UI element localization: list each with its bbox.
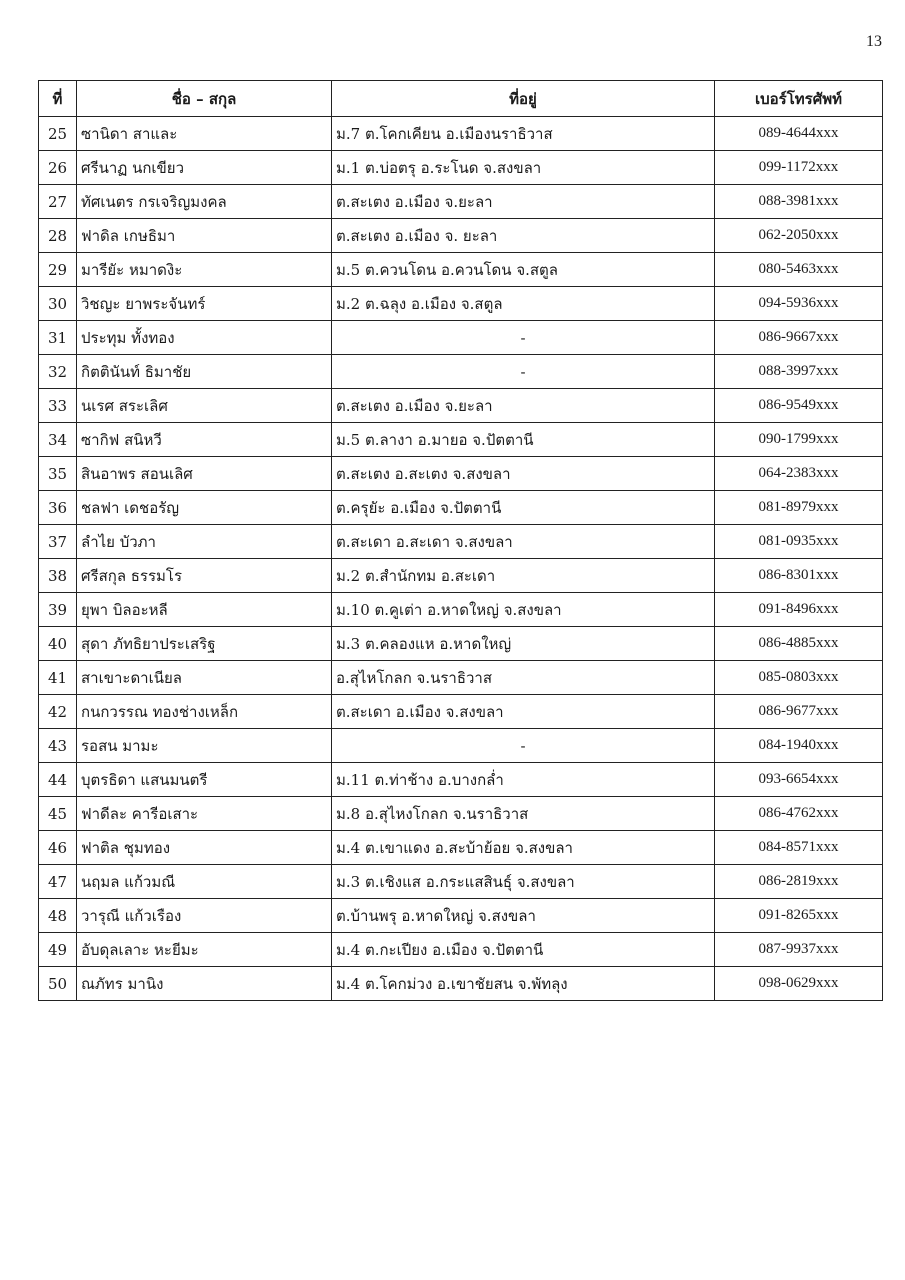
- cell-name: ประทุม ทั้งทอง: [77, 321, 332, 355]
- table-row: [39, 253, 883, 287]
- cell-name: ฟาติล ชุมทอง: [77, 831, 332, 865]
- cell-address: ม.2 ต.สำนักทม อ.สะเดา: [332, 559, 715, 593]
- cell-phone: 088-3997xxx: [715, 355, 883, 389]
- cell-no: 30: [39, 287, 77, 321]
- cell-name: รอสน มามะ: [77, 729, 332, 763]
- cell-name: สินอาพร สอนเลิศ: [77, 457, 332, 491]
- cell-name: ฟาดีละ คารีอเสาะ: [77, 797, 332, 831]
- cell-phone: 084-1940xxx: [715, 729, 883, 763]
- cell-phone: 093-6654xxx: [715, 763, 883, 797]
- cell-address: -: [332, 355, 715, 389]
- cell-address: ต.สะเดา อ.สะเดา จ.สงขลา: [332, 525, 715, 559]
- table-row: [39, 355, 883, 389]
- cell-phone: 087-9937xxx: [715, 933, 883, 967]
- cell-address: ม.1 ต.บ่อตรุ อ.ระโนด จ.สงขลา: [332, 151, 715, 185]
- cell-name: อับดุลเลาะ หะยีมะ: [77, 933, 332, 967]
- table-header-row: [39, 81, 883, 117]
- cell-no: 41: [39, 661, 77, 695]
- cell-phone: 081-8979xxx: [715, 491, 883, 525]
- table-row: [39, 967, 883, 1001]
- table-row: [39, 661, 883, 695]
- cell-name: ทัศเนตร กรเจริญมงคล: [77, 185, 332, 219]
- table-row: [39, 831, 883, 865]
- cell-phone: 086-4762xxx: [715, 797, 883, 831]
- cell-name: ฟาดิล เกษธิมา: [77, 219, 332, 253]
- cell-phone: 088-3981xxx: [715, 185, 883, 219]
- cell-no: 34: [39, 423, 77, 457]
- cell-no: 35: [39, 457, 77, 491]
- cell-no: 37: [39, 525, 77, 559]
- cell-phone: 081-0935xxx: [715, 525, 883, 559]
- header-phone: เบอร์โทรศัพท์: [715, 81, 883, 117]
- cell-phone: 086-4885xxx: [715, 627, 883, 661]
- cell-phone: 084-8571xxx: [715, 831, 883, 865]
- cell-no: 45: [39, 797, 77, 831]
- cell-address: ต.ครุยัะ อ.เมือง จ.ปัตตานี: [332, 491, 715, 525]
- table-row: [39, 389, 883, 423]
- cell-phone: 064-2383xxx: [715, 457, 883, 491]
- cell-name: นฤมล แก้วมณี: [77, 865, 332, 899]
- cell-phone: 086-9677xxx: [715, 695, 883, 729]
- table-row: [39, 525, 883, 559]
- cell-name: ศรีสกุล ธรรมโร: [77, 559, 332, 593]
- table-row: [39, 695, 883, 729]
- cell-phone: 091-8265xxx: [715, 899, 883, 933]
- cell-address: ม.8 อ.สุไหงโกลก จ.นราธิวาส: [332, 797, 715, 831]
- cell-address: ม.2 ต.ฉลุง อ.เมือง จ.สตูล: [332, 287, 715, 321]
- cell-no: 39: [39, 593, 77, 627]
- cell-name: ณภัทร มานิง: [77, 967, 332, 1001]
- header-name: ชื่อ – สกุล: [77, 81, 332, 117]
- table-body: [39, 117, 883, 1001]
- cell-phone: 086-9667xxx: [715, 321, 883, 355]
- cell-address: -: [332, 729, 715, 763]
- cell-address: ม.4 ต.เขาแดง อ.สะบ้าย้อย จ.สงขลา: [332, 831, 715, 865]
- cell-no: 28: [39, 219, 77, 253]
- cell-address: ม.7 ต.โคกเคียน อ.เมืองนราธิวาส: [332, 117, 715, 151]
- cell-phone: 099-1172xxx: [715, 151, 883, 185]
- table-row: [39, 457, 883, 491]
- cell-no: 25: [39, 117, 77, 151]
- table-row: [39, 865, 883, 899]
- cell-address: ม.4 ต.โคกม่วง อ.เขาชัยสน จ.พัทลุง: [332, 967, 715, 1001]
- table-row: [39, 491, 883, 525]
- cell-address: ม.10 ต.คูเต่า อ.หาดใหญ่ จ.สงขลา: [332, 593, 715, 627]
- contact-table: [38, 80, 883, 1001]
- cell-phone: 086-2819xxx: [715, 865, 883, 899]
- cell-no: 50: [39, 967, 77, 1001]
- cell-no: 46: [39, 831, 77, 865]
- cell-address: ต.สะเตง อ.เมือง จ.ยะลา: [332, 389, 715, 423]
- table-row: [39, 151, 883, 185]
- cell-phone: 098-0629xxx: [715, 967, 883, 1001]
- table-row: [39, 321, 883, 355]
- table-row: [39, 593, 883, 627]
- cell-name: บุตรธิดา แสนมนตรี: [77, 763, 332, 797]
- cell-no: 33: [39, 389, 77, 423]
- cell-no: 36: [39, 491, 77, 525]
- cell-no: 49: [39, 933, 77, 967]
- table-row: [39, 933, 883, 967]
- table-row: [39, 185, 883, 219]
- cell-address: ม.5 ต.ควนโดน อ.ควนโดน จ.สตูล: [332, 253, 715, 287]
- cell-phone: 086-9549xxx: [715, 389, 883, 423]
- cell-name: กิตตินันท์ ธิมาชัย: [77, 355, 332, 389]
- cell-no: 31: [39, 321, 77, 355]
- cell-name: ลำไย บัวภา: [77, 525, 332, 559]
- cell-no: 48: [39, 899, 77, 933]
- cell-address: ม.3 ต.คลองแห อ.หาดใหญ่: [332, 627, 715, 661]
- cell-name: นเรศ สระเลิศ: [77, 389, 332, 423]
- cell-address: ต.สะเดา อ.เมือง จ.สงขลา: [332, 695, 715, 729]
- cell-phone: 090-1799xxx: [715, 423, 883, 457]
- cell-address: ม.3 ต.เชิงแส อ.กระแสสินธุ์ จ.สงขลา: [332, 865, 715, 899]
- cell-no: 42: [39, 695, 77, 729]
- cell-address: ม.4 ต.กะเปียง อ.เมือง จ.ปัตตานี: [332, 933, 715, 967]
- cell-address: -: [332, 321, 715, 355]
- header-no: ที่: [39, 81, 77, 117]
- cell-no: 29: [39, 253, 77, 287]
- cell-no: 44: [39, 763, 77, 797]
- table-row: [39, 729, 883, 763]
- table-row: [39, 117, 883, 151]
- cell-name: ยุพา บิลอะหลี: [77, 593, 332, 627]
- table-row: [39, 627, 883, 661]
- table-row: [39, 899, 883, 933]
- page-number: 13: [866, 33, 882, 50]
- table-row: [39, 219, 883, 253]
- cell-no: 32: [39, 355, 77, 389]
- cell-no: 47: [39, 865, 77, 899]
- header-address: ที่อยู่: [332, 81, 715, 117]
- cell-phone: 086-8301xxx: [715, 559, 883, 593]
- cell-name: สุดา ภัทธิยาประเสริฐ: [77, 627, 332, 661]
- cell-name: ซานิดา สาและ: [77, 117, 332, 151]
- cell-name: มารียัะ หมาดงิะ: [77, 253, 332, 287]
- cell-name: กนกวรรณ ทองช่างเหล็ก: [77, 695, 332, 729]
- cell-address: ต.สะเตง อ.สะเตง จ.สงขลา: [332, 457, 715, 491]
- table-row: [39, 763, 883, 797]
- cell-address: ต.สะเตง อ.เมือง จ.ยะลา: [332, 185, 715, 219]
- cell-phone: 080-5463xxx: [715, 253, 883, 287]
- table-row: [39, 423, 883, 457]
- cell-no: 40: [39, 627, 77, 661]
- cell-name: ศรีนาฏ นกเขียว: [77, 151, 332, 185]
- cell-phone: 062-2050xxx: [715, 219, 883, 253]
- cell-phone: 094-5936xxx: [715, 287, 883, 321]
- cell-phone: 089-4644xxx: [715, 117, 883, 151]
- cell-address: ต.บ้านพรุ อ.หาดใหญ่ จ.สงขลา: [332, 899, 715, 933]
- cell-phone: 085-0803xxx: [715, 661, 883, 695]
- cell-address: ม.11 ต.ท่าช้าง อ.บางกล่ำ: [332, 763, 715, 797]
- cell-no: 26: [39, 151, 77, 185]
- cell-address: ม.5 ต.ลางา อ.มายอ จ.ปัตตานี: [332, 423, 715, 457]
- cell-phone: 091-8496xxx: [715, 593, 883, 627]
- table-row: [39, 559, 883, 593]
- cell-no: 27: [39, 185, 77, 219]
- cell-address: ต.สะเตง อ.เมือง จ. ยะลา: [332, 219, 715, 253]
- cell-name: ซากิฟ สนิหวี: [77, 423, 332, 457]
- cell-name: วารุณี แก้วเรือง: [77, 899, 332, 933]
- cell-name: วิชญะ ยาพระจันทร์: [77, 287, 332, 321]
- cell-name: ชลฟา เดชอรัญ: [77, 491, 332, 525]
- cell-address: อ.สุไหโกลก จ.นราธิวาส: [332, 661, 715, 695]
- cell-no: 38: [39, 559, 77, 593]
- table-row: [39, 797, 883, 831]
- table-row: [39, 287, 883, 321]
- cell-no: 43: [39, 729, 77, 763]
- cell-name: สาเขาะดาเนียล: [77, 661, 332, 695]
